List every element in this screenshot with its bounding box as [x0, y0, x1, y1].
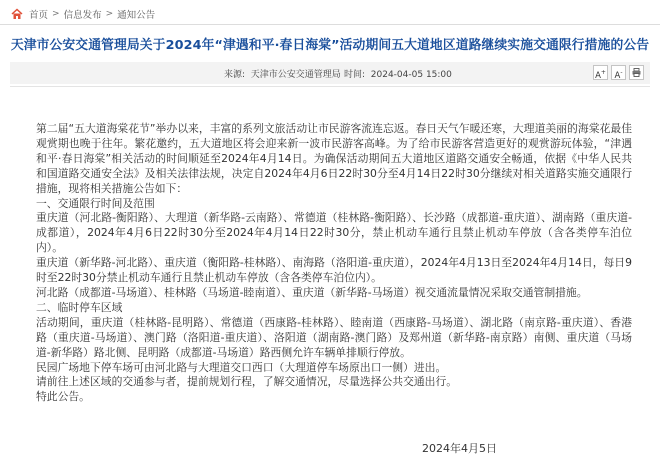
font-smaller-button[interactable]: A-: [611, 65, 626, 80]
home-icon[interactable]: [10, 7, 24, 21]
font-controls: [593, 65, 644, 80]
breadcrumb-separator: >: [105, 9, 114, 19]
article-body: [36, 122, 632, 405]
time-label: 时间:: [344, 70, 366, 80]
top-divider: [0, 24, 660, 25]
restriction-paragraph-1: 重庆道（河北路-衡阳路）、大理道（新华路-云南路）、常德道（桂林路-衡阳路）、长沙路（成都道-重庆道）、湖南路（重庆道-成都道），2024年4月6日22时30分至2024年4月14日22时30分，禁止机动车通行且禁止机动车停放（含各类停车泊位内）。: [36, 211, 632, 255]
parking-paragraph-2: 民园广场地下停车场可由河北路与大理道交口西口（大理道停车场原出口一侧）进出。: [36, 360, 447, 374]
breadcrumb-notice-link[interactable]: 通知公告: [117, 10, 156, 21]
meta-divider: [10, 86, 650, 87]
sign-date: 2024年4月5日: [422, 442, 497, 455]
breadcrumb-info-link[interactable]: 信息发布: [63, 10, 102, 21]
source-value: 天津市公安交通管理局: [250, 70, 341, 80]
printer-icon: [632, 68, 641, 77]
breadcrumb-home-link[interactable]: 首页: [29, 10, 49, 21]
section-heading-restrictions: 一、交通限行时间及范围: [36, 196, 155, 210]
advice-paragraph: 请前往上述区域的交通参与者，提前规划行程，了解交通情况，尽量选择公共交通出行。: [36, 375, 458, 389]
parking-paragraph-1: 活动期间，重庆道（桂林路-昆明路）、常德道（西康路-桂林路）、睦南道（西康路-马场道）、湖北路（南京路-重庆道）、香港路（重庆道-马场道）、澳门路（洛阳道-重庆道）、洛阳道（湖南路-澳门路）及郑州道（新华路-南京路）南侧、重庆道（马场道-新华路）路北侧、昆明路（成都道-马场道）路西侧允许车辆单排顺行停放。: [36, 315, 632, 359]
page-title: 天津市公安交通管理局关于2024年“津遇和平·春日海棠”活动期间五大道地区道路继续实施交通限行措施的公告: [10, 38, 650, 53]
restriction-paragraph-2: 重庆道（新华路-河北路）、重庆道（衡阳路-桂林路）、南海路（洛阳道-重庆道），2024年4月13日至2024年4月14日，每日9时至22时30分禁止机动车通行且禁止机动车停放（含各类停车泊位内）。: [36, 256, 632, 285]
intro-paragraph: 第二届“五大道海棠花节”举办以来，丰富的系列文旅活动让市民游客流连忘返。春日天气乍暖还寒，大理道美丽的海棠花最佳观赏期也晚于往年。繁花邀约，五大道地区将会迎来新一波市民游客高峰。为了给市民游客营造更好的观赏游玩体验，“津遇和平·春日海棠”相关活动的时间顺延至2024年4月14日。为确保活动期间五大道地区道路交通安全畅通，依据《中华人民共和国道路交通安全法》及相关法律法规，决定自2024年4月6日22时30分至4月14日22时30分继续对相关道路实施交通限行措施，现将相关措施公告如下：: [36, 122, 632, 195]
article-time: [344, 67, 452, 80]
section-heading-parking: 二、临时停车区域: [36, 300, 123, 314]
font-larger-button[interactable]: A+: [593, 65, 608, 80]
article-meta-bar: [10, 62, 650, 84]
article-source: [224, 67, 341, 80]
time-value: 2024-04-05 15:00: [370, 70, 452, 80]
breadcrumb-separator: >: [52, 9, 60, 19]
source-label: 来源:: [224, 70, 246, 80]
restriction-paragraph-3: 河北路（成都道-马场道）、桂林路（马场道-睦南道）、重庆道（新华路-马场道）视交通流量情况采取交通管制措施。: [36, 285, 588, 299]
closing-paragraph: 特此公告。: [36, 390, 90, 404]
print-button[interactable]: [629, 65, 644, 80]
breadcrumb: [10, 6, 155, 22]
